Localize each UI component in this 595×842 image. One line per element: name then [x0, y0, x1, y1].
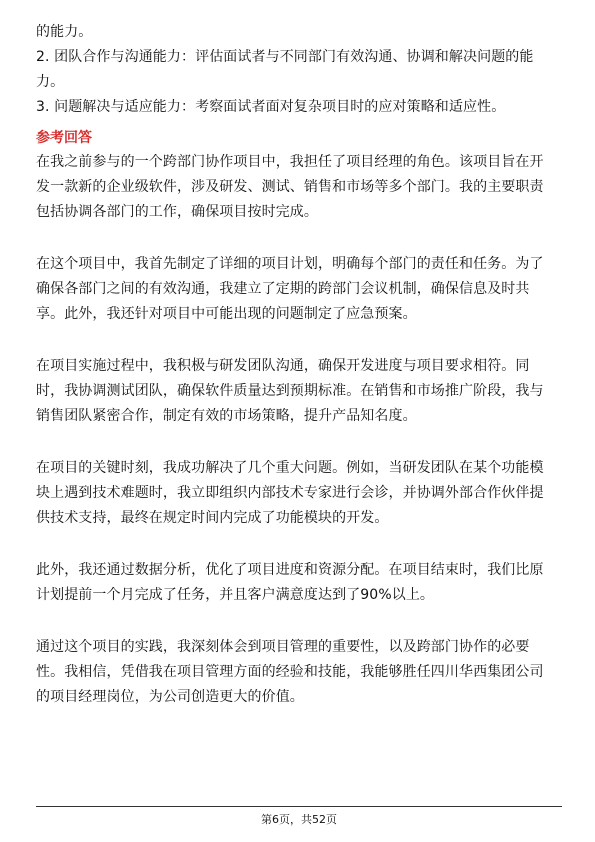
criteria-line: 力。	[36, 74, 65, 90]
paragraph-line: 通过这个项目的实践，我深刻体会到项目管理的重要性，以及跨部门协作的必要	[36, 639, 530, 655]
page-content	[36, 20, 562, 710]
paragraph-line: 计划提前一个月完成了任务，并且客户满意度达到了90%以上。	[36, 587, 435, 603]
criteria-line: 的能力。	[36, 24, 93, 40]
paragraph-line: 时，我协调测试团队，确保软件质量达到预期标准。在销售和市场推广阶段，我与	[36, 383, 544, 399]
criteria-line: 2. 团队合作与沟通能力：评估面试者与不同部门有效沟通、协调和解决问题的能	[36, 49, 534, 65]
answer-paragraph	[36, 252, 562, 327]
paragraph-line: 块上遇到技术难题时，我立即组织内部技术专家进行会诊，并协调外部合作伙伴提	[36, 485, 544, 501]
paragraph-line: 此外，我还通过数据分析，优化了项目进度和资源分配。在项目结束时，我们比原	[36, 562, 544, 578]
paragraph-line: 供技术支持，最终在规定时间内完成了功能模块的开发。	[36, 510, 389, 526]
paragraph-line: 在项目实施过程中，我积极与研发团队沟通，确保开发进度与项目要求相符。同	[36, 358, 530, 374]
answer-paragraph	[36, 354, 562, 429]
paragraph-line: 发一款新的企业级软件，涉及研发、测试、销售和市场等多个部门。我的主要职责	[36, 179, 544, 195]
page-footer: 第6页，共52页	[36, 806, 562, 827]
paragraph-line: 享。此外，我还针对项目中可能出现的问题制定了应急预案。	[36, 306, 417, 322]
answer-heading: 参考回答	[36, 130, 92, 146]
paragraph-line: 包括协调各部门的工作，确保项目按时完成。	[36, 204, 318, 220]
paragraph-line: 的项目经理岗位，为公司创造更大的价值。	[36, 689, 304, 705]
answer-paragraph	[36, 456, 562, 531]
paragraph-line: 确保各部门之间的有效沟通，我建立了定期的跨部门会议机制，确保信息及时共	[36, 281, 530, 297]
answer-paragraph	[36, 558, 562, 608]
paragraph-line: 性。我相信，凭借我在项目管理方面的经验和技能，我能够胜任四川华西集团公司	[36, 664, 544, 680]
paragraph-line: 在这个项目中，我首先制定了详细的项目计划，明确每个部门的责任和任务。为了	[36, 256, 544, 272]
paragraph-line: 在我之前参与的一个跨部门协作项目中，我担任了项目经理的角色。该项目旨在开	[36, 154, 544, 170]
paragraph-line: 销售团队紧密合作，制定有效的市场策略，提升产品知名度。	[36, 408, 417, 424]
criteria-list	[36, 20, 562, 120]
answer-paragraph	[36, 150, 562, 225]
paragraph-line: 在项目的关键时刻，我成功解决了几个重大问题。例如，当研发团队在某个功能模	[36, 460, 544, 476]
criteria-line: 3. 问题解决与适应能力：考察面试者面对复杂项目时的应对策略和适应性。	[36, 99, 506, 115]
answer-paragraph	[36, 635, 562, 710]
